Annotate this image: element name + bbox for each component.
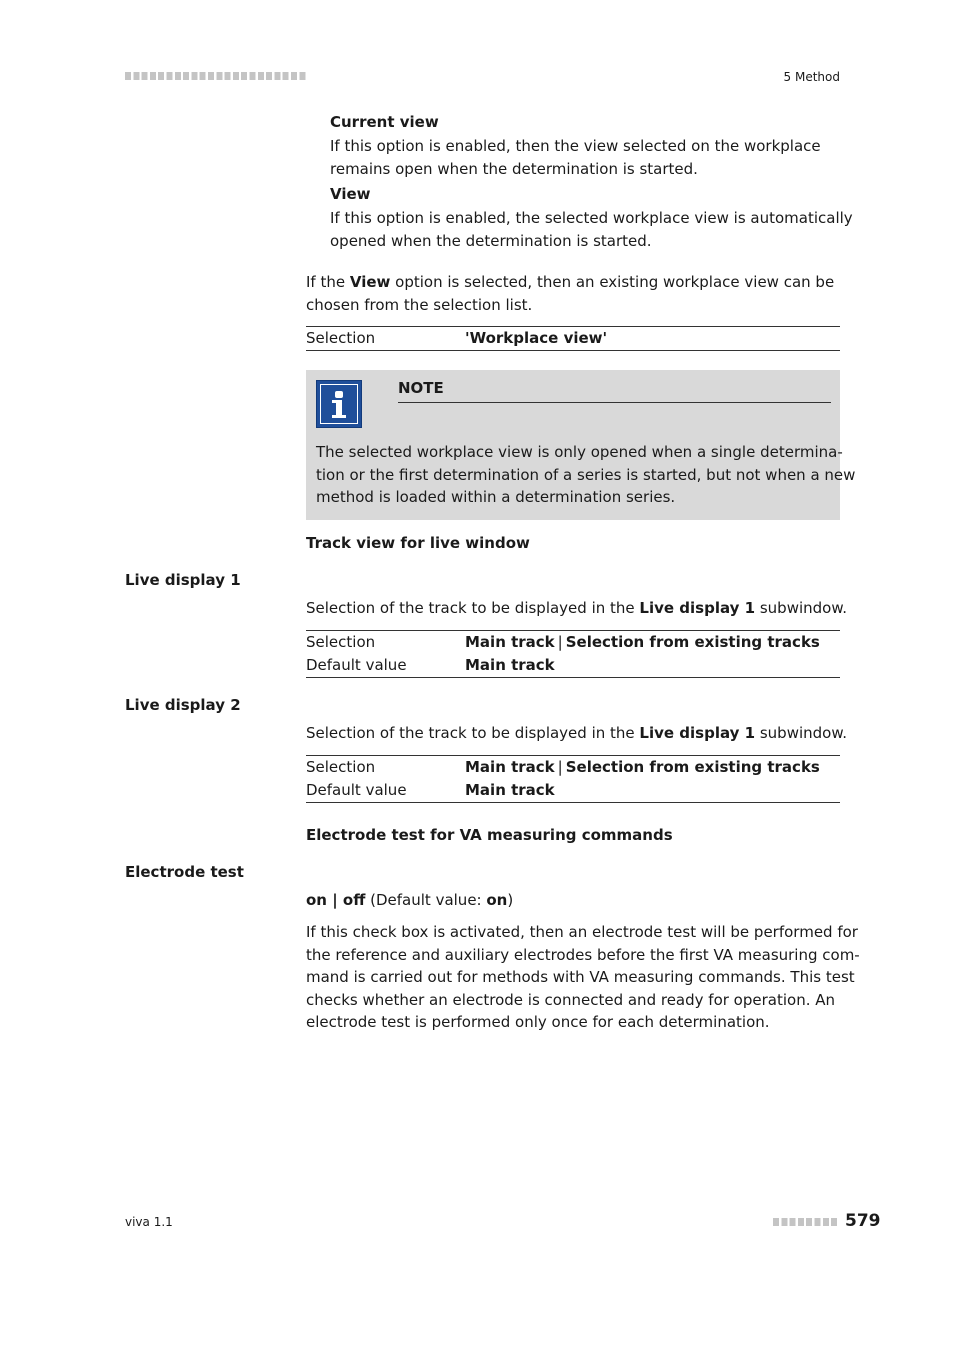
note-title: NOTE [398, 379, 444, 397]
page-number: 579 [845, 1211, 881, 1231]
track-view-heading: Track view for live window [306, 534, 530, 552]
info-icon [316, 380, 362, 428]
electrode-test-desc: If this check box is activated, then an electrode test will be performed for the reference and auxiliary electrodes before the first VA measuring com- mand is carried out for methods with VA measuring commands. This test checks whether an electrode is connected and ready for operation. An electrode test is performed only once for each determination. [306, 923, 860, 1031]
live-display-1-table: Selection Main track | Selection from existing tracks Default value Main track [306, 630, 840, 678]
note-text: The selected workplace view is only opened when a single determina- tion or the first determination of a series is started, but not when a new method is loaded within a determination series. [316, 443, 856, 506]
chapter-label: 5 Method [783, 70, 840, 84]
table-value: 'Workplace view' [465, 329, 608, 347]
live-display-2-title: Live display 2 [125, 696, 241, 714]
option-current-view-term: Current view [330, 113, 439, 131]
option-view-term: View [330, 185, 371, 203]
table-label: Selection [306, 329, 376, 347]
header-decoration [125, 72, 307, 80]
live-display-1-desc: Selection of the track to be displayed in the Live display 1 subwindow. [306, 599, 847, 617]
view-paragraph: If the View option is selected, then an existing workplace view can be chosen from the selection list. [306, 273, 835, 314]
electrode-test-title: Electrode test [125, 863, 244, 881]
note-divider [398, 402, 831, 403]
option-current-view-desc: If this option is enabled, then the view selected on the workplace remains open when the determination is started. [330, 137, 821, 178]
view-selection-table [306, 326, 840, 351]
footer-decoration [773, 1218, 839, 1226]
option-view-desc: If this option is enabled, the selected workplace view is automatically opened when the determination is started. [330, 209, 853, 250]
electrode-test-values: on | off (Default value: on) [306, 891, 514, 909]
electrode-section-heading: Electrode test for VA measuring commands [306, 826, 673, 844]
live-display-2-table: Selection Main track | Selection from existing tracks Default value Main track [306, 755, 840, 803]
footer-product: viva 1.1 [125, 1215, 173, 1229]
live-display-2-desc: Selection of the track to be displayed in the Live display 1 subwindow. [306, 724, 847, 742]
live-display-1-title: Live display 1 [125, 571, 241, 589]
